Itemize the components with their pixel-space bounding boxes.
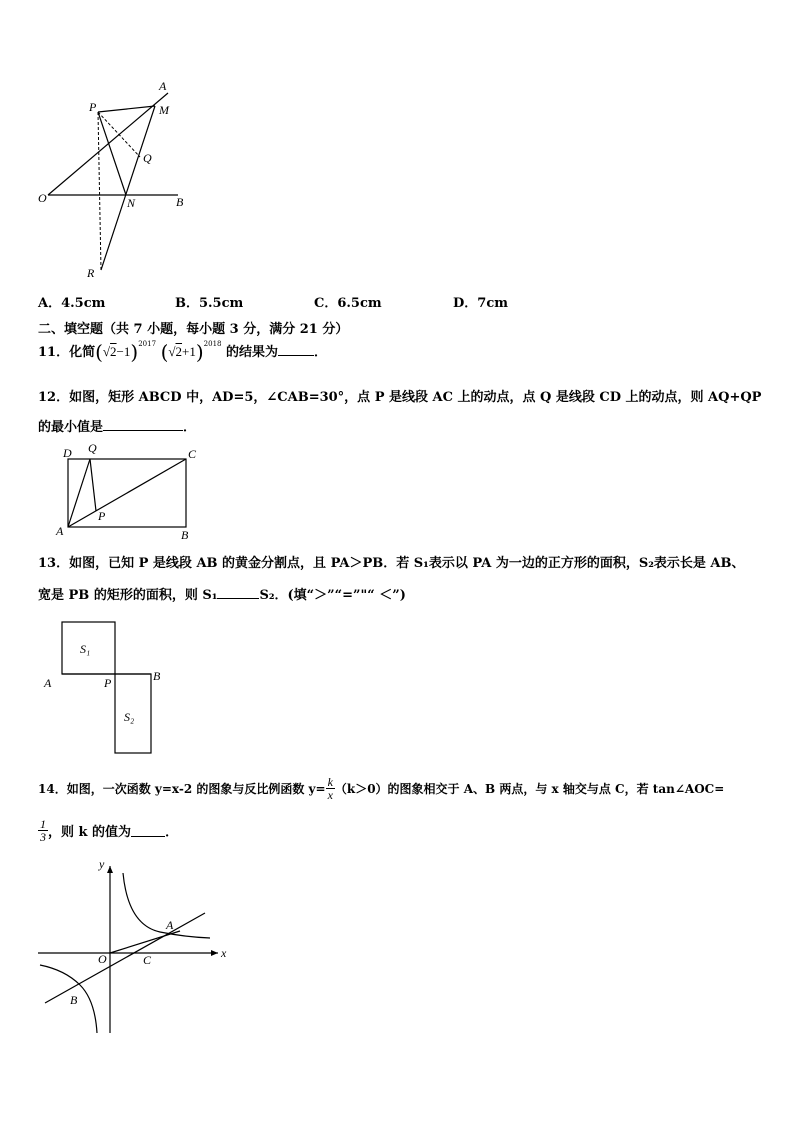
q12-line-1: 12．如图，矩形 ABCD 中，AD=5，∠CAB=30°，点 P 是线段 AC 上的动点，点 Q 是线段 CD 上的动点，则 AQ+QP	[38, 390, 762, 405]
q12-label-C: C	[188, 447, 197, 461]
q10-option-a: A．4.5cm	[38, 296, 106, 311]
q14-label-y: y	[99, 857, 105, 871]
q10-option-b: B．5.5cm	[175, 296, 244, 311]
q14-label-C: C	[143, 953, 152, 967]
fig1-label-B: B	[176, 195, 184, 209]
fig1-label-Q: Q	[143, 151, 152, 165]
q14-fraction-k-over-x: $\frac{k}{x}$	[327, 775, 333, 802]
q12-label-P: P	[98, 509, 106, 523]
q10-option-c: C．6.5cm	[314, 296, 382, 311]
q13-label-B: B	[153, 669, 161, 683]
section-heading: 二、填空题（共 7 小题，每小题 3 分，满分 21 分）	[38, 322, 349, 337]
q11-exponent-2: 2018	[203, 340, 222, 348]
q12-label-A: A	[56, 524, 64, 538]
q14-label-B: B	[70, 993, 78, 1007]
q14-fraction-one-third: $\frac{1}{3}$	[40, 817, 46, 844]
q11-prefix: 11．化简	[38, 345, 96, 360]
q11-suffix: 的结果为	[226, 345, 279, 360]
q11-line: 11．化简$(√2-1)^{2017}$ $(√2+1)^{2018}$ 的结果为 ．	[38, 340, 328, 364]
q14-label-O: O	[98, 952, 107, 966]
q13-label-P: P	[104, 676, 112, 690]
q11-exponent-1: 2017	[138, 340, 157, 348]
fig1-label-A: A	[159, 79, 167, 93]
q14-line-1: 14．如图，一次函数 y=x-2 的图象与反比例函数 y= $\frac{k}{x}$ （k＞0）的图象相交于 A、B 两点，与 x 轴交与点 C，若 tan∠AOC=	[38, 775, 725, 802]
q14-label-x: x	[221, 946, 227, 960]
q13-label-S1: S₁	[80, 642, 91, 656]
q14-line-2: $\frac{1}{3}$ ，则 k 的值为 ．	[40, 817, 179, 844]
q13-line-1: 13．如图，已知 P 是线段 AB 的黄金分割点，且 PA＞PB．若 S₁表示以 PA 为一边的正方形的面积，S₂表示长是 AB、	[38, 556, 745, 571]
fig1-label-M: M	[159, 103, 169, 117]
q12-label-D: D	[63, 446, 72, 460]
fig1-label-P: P	[89, 100, 97, 114]
fig1-label-R: R	[87, 266, 95, 280]
q14-label-A: A	[166, 918, 174, 932]
q12-label-Q: Q	[88, 441, 97, 455]
q13-label-S2: S₂	[124, 710, 135, 724]
q12-label-B: B	[181, 528, 189, 542]
q13-label-A: A	[44, 676, 52, 690]
q13-line-2: 宽是 PB 的矩形的面积，则 S₁ S₂．(填“＞”“=”"“ ＜”)	[38, 588, 406, 603]
fig1-label-N: N	[127, 196, 136, 210]
q10-option-d: D．7cm	[453, 296, 508, 311]
fig1-label-O: O	[38, 191, 47, 205]
q12-line-2: 的最小值是 ．	[38, 420, 197, 435]
